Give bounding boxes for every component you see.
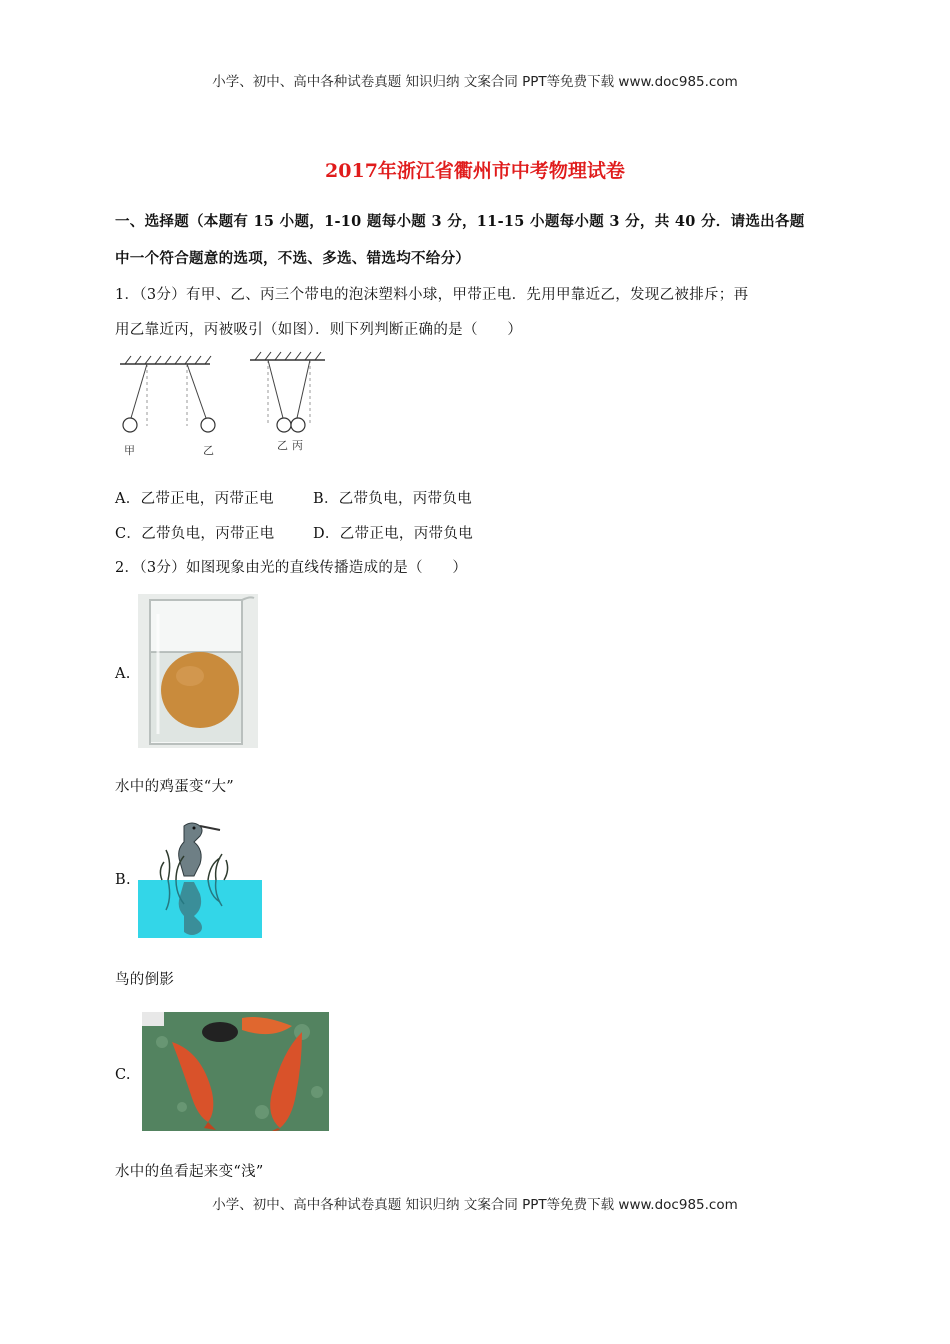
q1-stem-line2: 用乙靠近丙，丙被吸引（如图）．则下列判断正确的是（ ） [115, 322, 523, 338]
q1-stem-line1: 1．（3分）有甲、乙、丙三个带电的泡沫塑料小球，甲带正电．先用甲靠近乙，发现乙被排斥；再 [115, 287, 749, 303]
label-yi-left: 乙 [203, 444, 214, 457]
q2-stem: 2．（3分）如图现象由光的直线传播造成的是（ ） [115, 560, 468, 576]
egg-in-water-image [138, 594, 258, 748]
q1-option-d: D．乙带正电，丙带负电 [313, 526, 473, 542]
bird-reflection-image [138, 818, 262, 938]
page-header: 小学、初中、高中各种试卷真题 知识归纳 文案合同 PPT等免费下载 www.doc985.com [212, 74, 738, 90]
q2-option-a-caption: 水中的鸡蛋变“大” [115, 779, 235, 795]
q2-option-a-letter: A. [115, 666, 131, 682]
ball-yi-right [277, 418, 291, 432]
ball-bing [291, 418, 305, 432]
section-heading-line2: 中一个符合题意的选项，不选、多选、错选均不给分） [115, 250, 471, 267]
q2-option-c-letter: C. [115, 1067, 131, 1083]
label-jia: 甲 [124, 444, 135, 457]
label-bing: 丙 [292, 439, 303, 452]
ball-jia [123, 418, 137, 432]
fish-in-water-image [142, 1012, 329, 1131]
page-footer: 小学、初中、高中各种试卷真题 知识归纳 文案合同 PPT等免费下载 www.doc985.com [212, 1197, 738, 1213]
page-title: 2017年浙江省衢州市中考物理试卷 [325, 160, 625, 182]
q2-option-b-letter: B. [115, 872, 131, 888]
charged-balls-figure [115, 348, 340, 463]
section-heading-line1: 一、选择题（本题有 15 小题，1-10 题每小题 3 分，11-15 小题每小题 3 分，共 40 分．请选出各题 [115, 213, 805, 230]
q1-option-c: C．乙带负电，丙带正电 [115, 526, 275, 542]
ball-yi-left [201, 418, 215, 432]
q2-option-c-caption: 水中的鱼看起来变“浅” [115, 1164, 264, 1180]
q1-option-a: A．乙带正电，丙带正电 [115, 491, 274, 507]
label-yi-right: 乙 [277, 439, 288, 452]
q1-option-b: B．乙带负电，丙带负电 [313, 491, 472, 507]
q2-option-b-caption: 鸟的倒影 [115, 972, 175, 988]
